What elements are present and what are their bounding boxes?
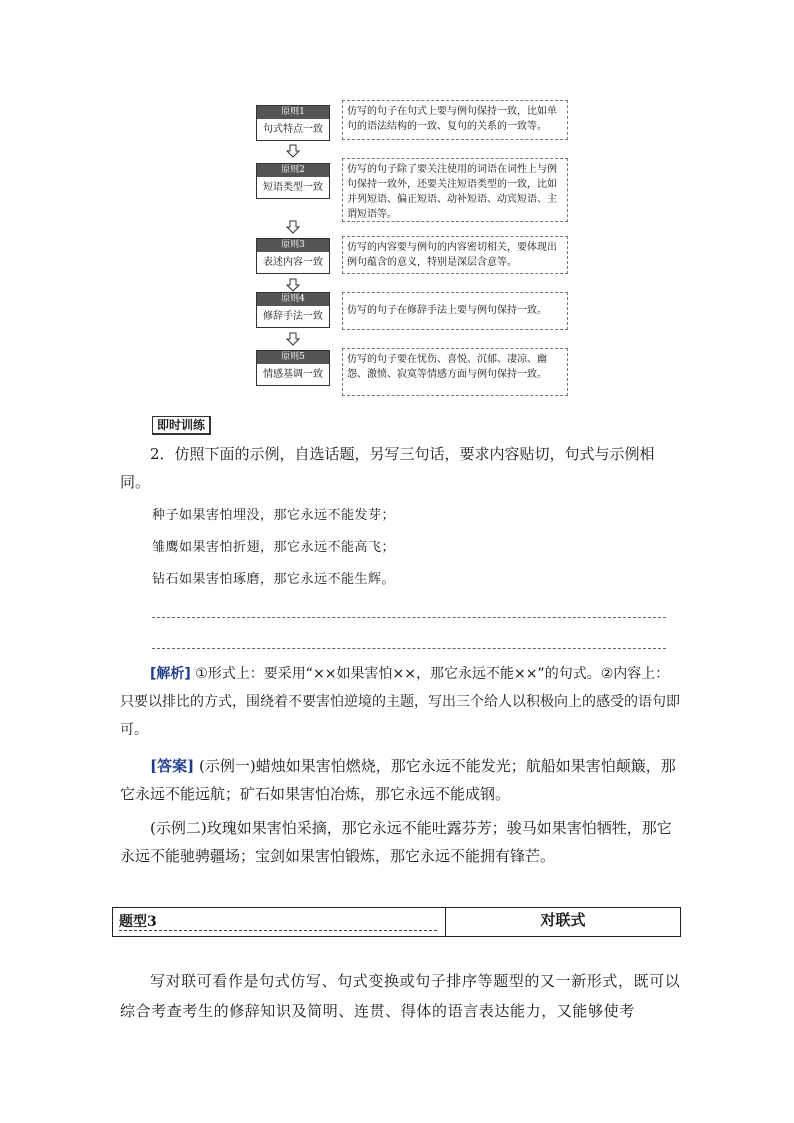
- principle-name: 表述内容一致: [263, 257, 323, 268]
- principle-name: 短语类型一致: [263, 182, 323, 193]
- down-arrow-icon: [286, 220, 300, 234]
- principle-desc: 仿写的句子在修辞手法上要与例句保持一致。: [342, 292, 568, 330]
- principle-box-2: [256, 163, 330, 199]
- answer-paragraph-2: (示例二)玫瑰如果害怕采摘，那它永远不能吐露芬芳；骏马如果害怕牺牲，那它永远不能驰骋疆场；宝剑如果害怕锻炼，那它永远不能拥有锋芒。: [120, 819, 672, 865]
- down-arrow-icon: [286, 278, 300, 292]
- analysis-paragraph: [120, 660, 682, 744]
- question-text: 2．仿照下面的示例，自选话题，另写三句话，要求内容贴切，句式与示例相同。: [120, 445, 655, 491]
- principle-desc: 仿写的句子要在忧伤、喜悦、沉郁、凄凉、幽怨、激愤、寂寞等情感方面与例句保持一致。: [342, 348, 568, 396]
- training-tag: 即时训练: [152, 416, 211, 435]
- type-title: 对联式: [540, 911, 586, 929]
- answer-blank-line: [152, 617, 666, 618]
- principle-name: 修辞手法一致: [263, 311, 323, 322]
- analysis-text: ①形式上：要采用“××如果害怕××，那它永远不能××”的句式。②内容上：只要以排比的方式，围绕着不要害怕逆境的主题，写出三个给人以积极向上的感受的语句即可。: [120, 666, 680, 738]
- down-arrow-icon: [286, 144, 300, 158]
- principle-desc: 仿写的句子在句式上要与例句保持一致，比如单句的语法结构的一致、复句的关系的一致等。: [342, 100, 568, 140]
- answer-text: (示例一)蜡烛如果害怕燃烧，那它永远不能发光；航船如果害怕颠簸，那它永远不能远航；矿石如果害怕冶炼，那它永远不能成钢。: [120, 757, 676, 803]
- principle-desc: 仿写的内容要与例句的内容密切相关，要体现出例句蕴含的意义，特别是深层含意等。: [342, 236, 568, 274]
- example-line: 钻石如果害怕琢磨，那它永远不能生辉。: [152, 572, 396, 587]
- answer-paragraph: [120, 752, 682, 808]
- principle-box-3: [256, 238, 330, 274]
- down-arrow-icon: [286, 332, 300, 346]
- principle-head: 原则2: [257, 164, 329, 177]
- example-line: 雏鹰如果害怕折翅，那它永远不能高飞；: [152, 540, 396, 555]
- principle-box-4: [256, 292, 330, 328]
- principle-box-5: [256, 350, 330, 386]
- type-label-underline: [119, 930, 437, 931]
- principle-box-1: [256, 105, 330, 141]
- type-header: [112, 907, 681, 937]
- principle-head: 原则3: [257, 239, 329, 252]
- answer-label: [答案]: [150, 757, 195, 775]
- example-line: 种子如果害怕埋没，那它永远不能发芽；: [152, 508, 396, 523]
- answer-blank-line: [152, 648, 666, 649]
- principle-head: 原则4: [257, 293, 329, 306]
- principle-desc: 仿写的句子除了要关注使用的词语在词性上与例句保持一致外，还要关注短语类型的一致，比如并列短语、偏正短语、动补短语、动宾短语、主谓短语等。: [342, 158, 568, 222]
- intro-paragraph: 写对联可看作是句式仿写、句式变换或句子排序等题型的又一新形式，既可以综合考查考生的修辞知识及简明、连贯、得体的语言表达能力，又能够使考: [120, 972, 681, 1020]
- type-label: 题型3: [119, 914, 157, 930]
- principle-head: 原则5: [257, 351, 329, 364]
- principle-name: 情感基调一致: [263, 369, 323, 380]
- type-label-cell: [113, 908, 446, 936]
- principle-head: 原则1: [257, 106, 329, 119]
- analysis-label: [解析]: [150, 666, 191, 682]
- principle-name: 句式特点一致: [263, 124, 323, 135]
